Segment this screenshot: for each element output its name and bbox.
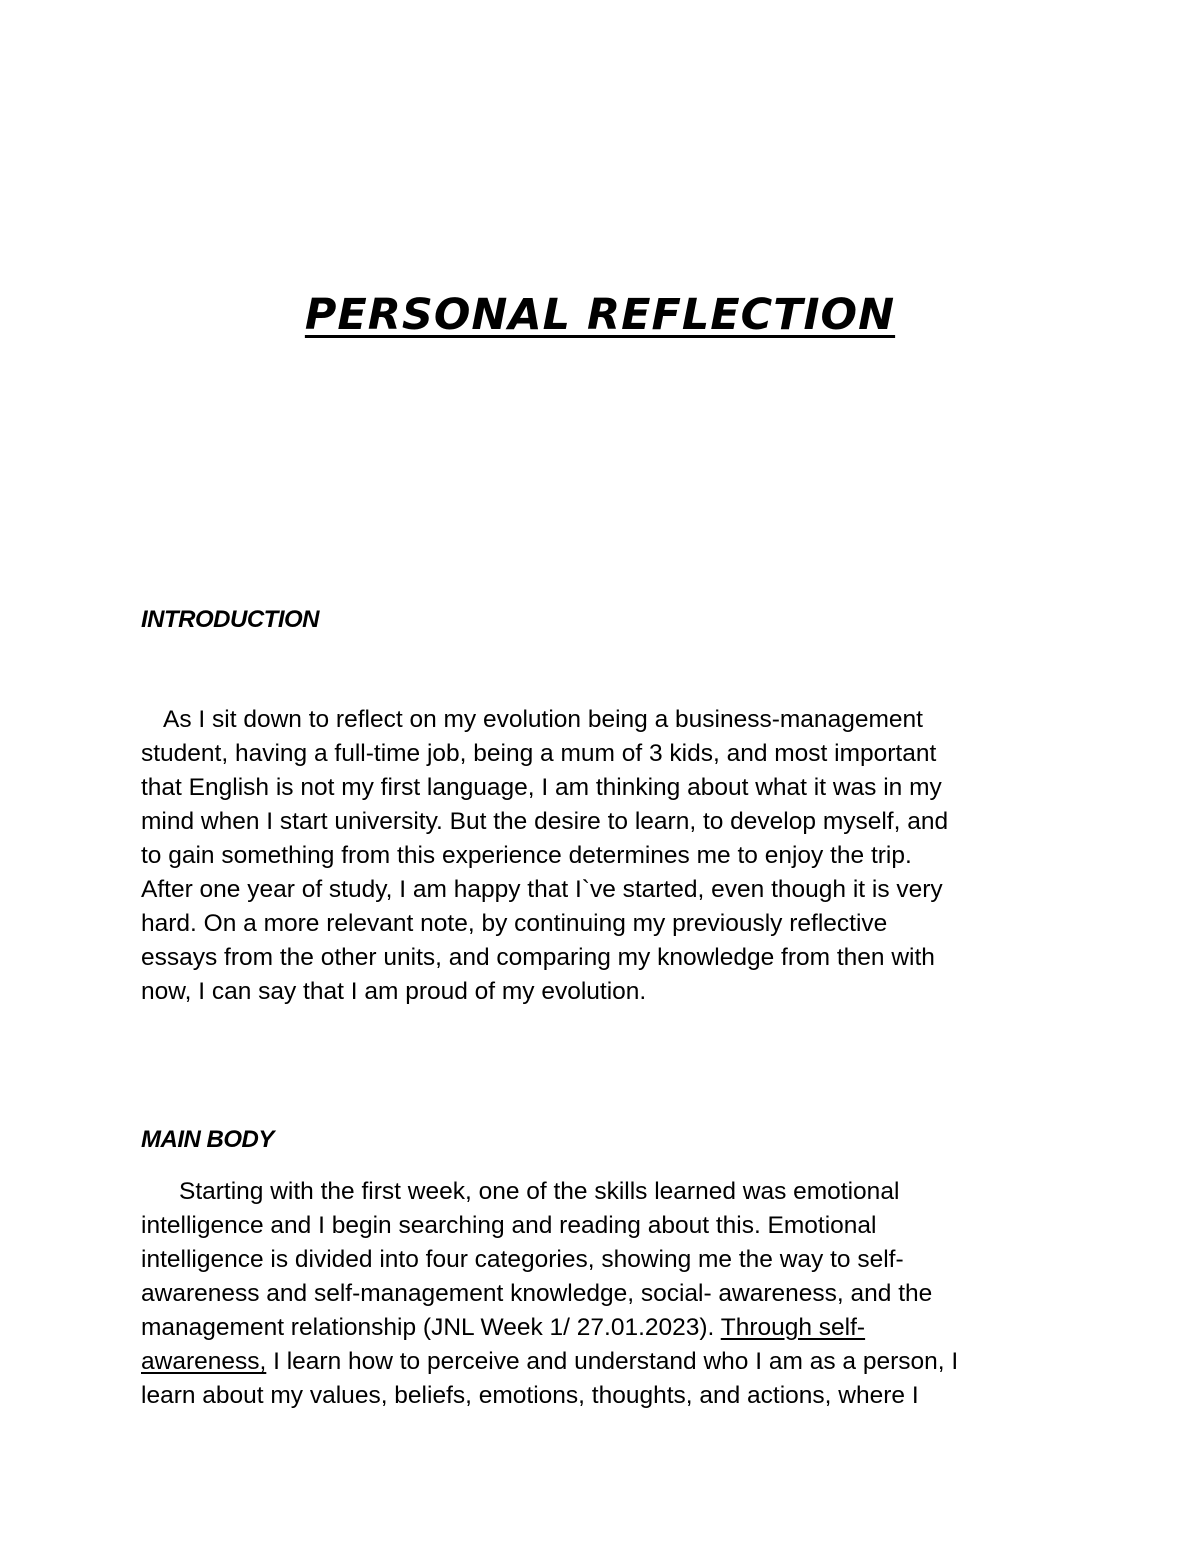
paragraph-line: mind when I start university. But the desire to learn, to develop myself, and — [141, 808, 949, 835]
main-body-heading: MAIN BODY — [141, 1126, 274, 1153]
paragraph-line: learn about my values, beliefs, emotions, thoughts, and actions, where I — [141, 1382, 919, 1409]
paragraph-line — [141, 1311, 1071, 1345]
paragraph-line: Starting with the first week, one of the skills learned was emotional — [179, 1178, 900, 1205]
paragraph-line: student, having a full-time job, being a mum of 3 kids, and most important — [141, 740, 937, 767]
document-title-text: PERSONAL REFLECTION — [304, 290, 896, 340]
introduction-paragraph — [141, 703, 1071, 1009]
paragraph-line — [141, 1345, 1071, 1379]
paragraph-line: now, I can say that I am proud of my evolution. — [141, 978, 647, 1005]
paragraph-line: After one year of study, I am happy that I`ve started, even though it is very — [141, 876, 943, 903]
paragraph-line: that English is not my first language, I am thinking about what it was in my — [141, 774, 942, 801]
paragraph-line: essays from the other units, and comparing my knowledge from then with — [141, 944, 935, 971]
paragraph-line: intelligence is divided into four categories, showing me the way to self- — [141, 1246, 904, 1273]
paragraph-line: hard. On a more relevant note, by continuing my previously reflective — [141, 910, 888, 937]
underlined-phrase: Through self- — [720, 1314, 866, 1341]
paragraph-line: awareness and self-management knowledge, social- awareness, and the — [141, 1280, 933, 1307]
paragraph-line: As I sit down to reflect on my evolution being a business-management — [163, 706, 923, 733]
main-body-paragraph — [141, 1175, 1071, 1413]
citation-text: management relationship (JNL Week 1/ 27.01.2023). — [141, 1314, 721, 1341]
paragraph-line: to gain something from this experience determines me to enjoy the trip. — [141, 842, 912, 869]
document-title — [0, 290, 1200, 340]
introduction-heading: INTRODUCTION — [141, 606, 319, 633]
underlined-phrase: awareness, — [141, 1348, 267, 1375]
line-text: I learn how to perceive and understand who I am as a person, I — [266, 1348, 959, 1375]
paragraph-line: intelligence and I begin searching and reading about this. Emotional — [141, 1212, 877, 1239]
